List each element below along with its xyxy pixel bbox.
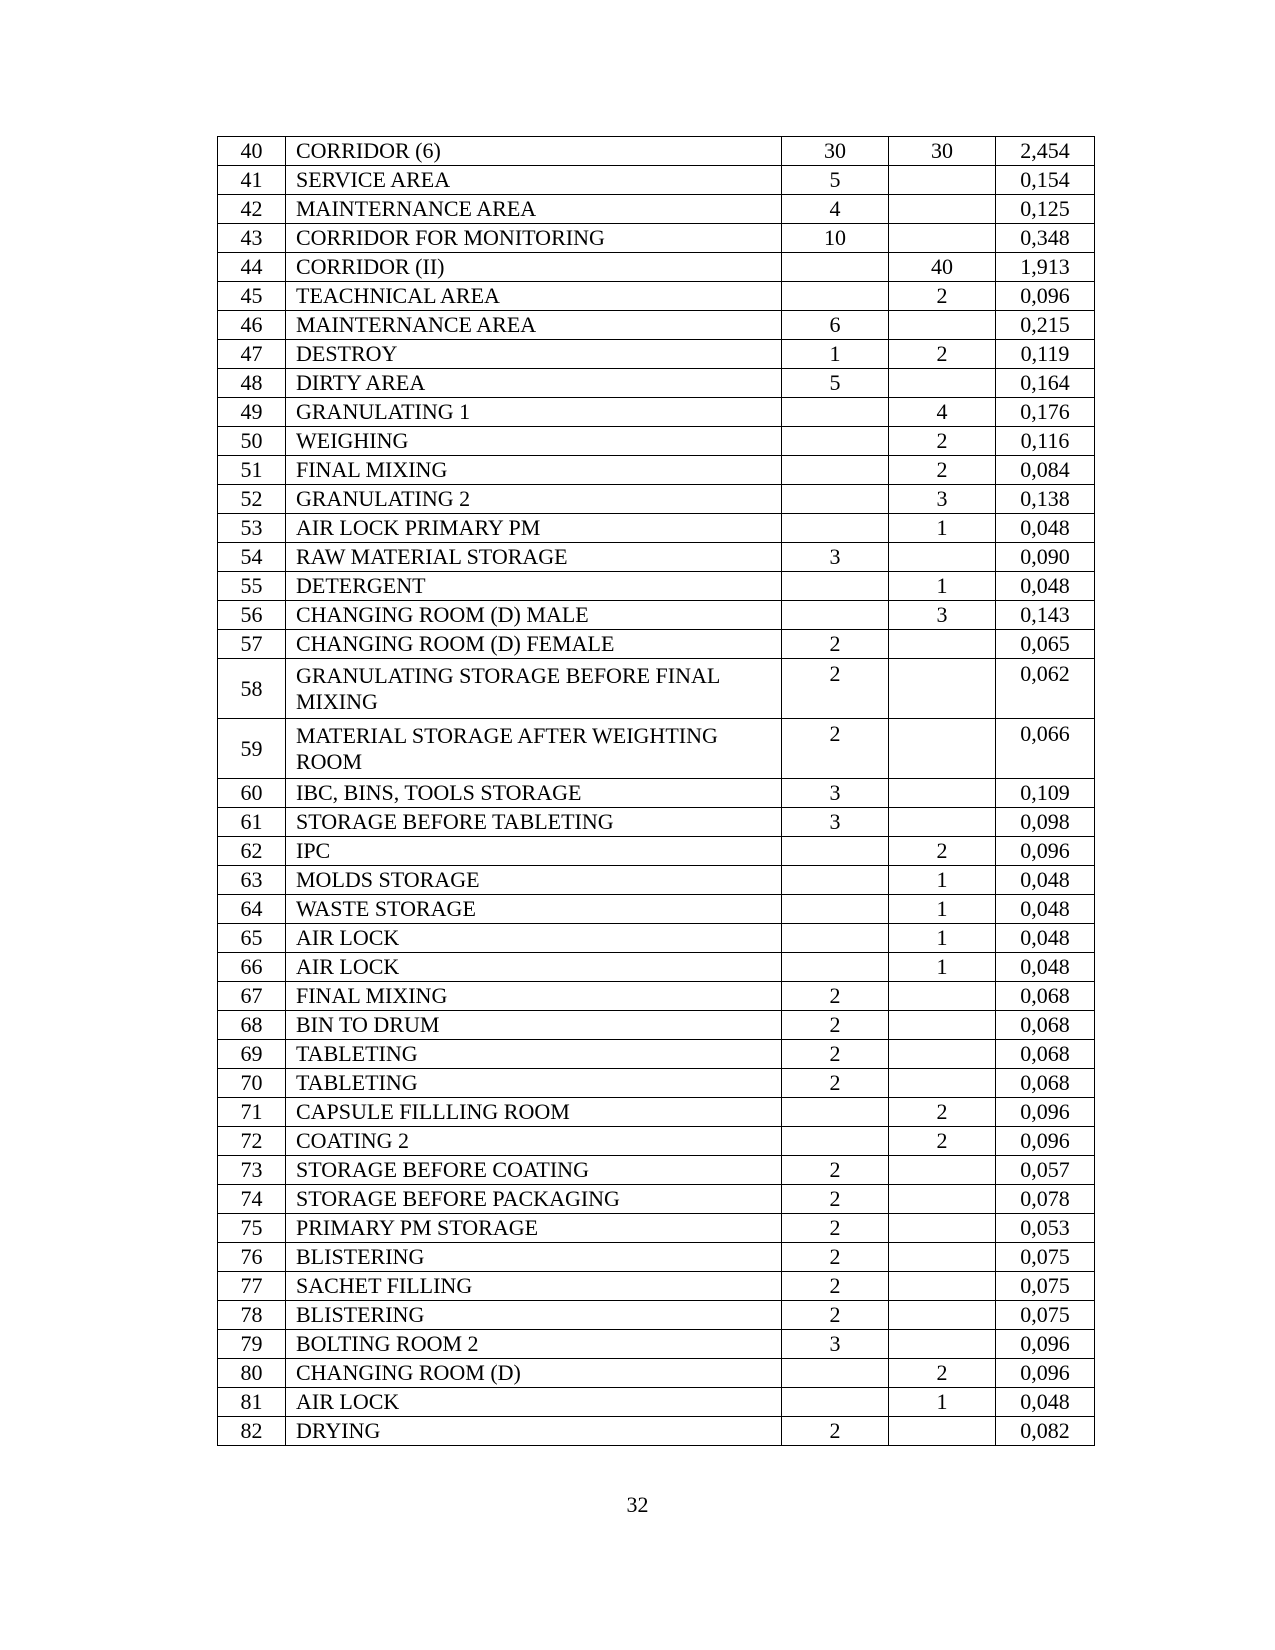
value-a-cell: 10 xyxy=(782,224,889,253)
value-a-cell xyxy=(782,572,889,601)
row-number-cell: 74 xyxy=(218,1185,286,1214)
value-a-cell: 2 xyxy=(782,1272,889,1301)
value-b-cell xyxy=(889,982,996,1011)
value-b-cell xyxy=(889,719,996,779)
value-c-cell: 0,138 xyxy=(996,485,1095,514)
table-row xyxy=(218,659,1095,719)
table-row xyxy=(218,340,1095,369)
value-b-cell: 2 xyxy=(889,456,996,485)
value-c-cell: 0,119 xyxy=(996,340,1095,369)
table-row xyxy=(218,630,1095,659)
room-name-cell: DESTROY xyxy=(286,340,782,369)
row-number-cell: 56 xyxy=(218,601,286,630)
value-c-cell: 0,053 xyxy=(996,1214,1095,1243)
room-name-cell: IBC, BINS, TOOLS STORAGE xyxy=(286,779,782,808)
value-c-cell: 0,109 xyxy=(996,779,1095,808)
table-row xyxy=(218,1214,1095,1243)
row-number-cell: 65 xyxy=(218,924,286,953)
row-number-cell: 47 xyxy=(218,340,286,369)
value-b-cell: 2 xyxy=(889,1127,996,1156)
room-name-cell: MAINTERNANCE AREA xyxy=(286,311,782,340)
value-a-cell: 30 xyxy=(782,137,889,166)
value-b-cell xyxy=(889,1417,996,1446)
value-b-cell xyxy=(889,1040,996,1069)
row-number-cell: 41 xyxy=(218,166,286,195)
value-b-cell xyxy=(889,224,996,253)
value-c-cell: 0,048 xyxy=(996,953,1095,982)
row-number-cell: 66 xyxy=(218,953,286,982)
row-number-cell: 82 xyxy=(218,1417,286,1446)
row-number-cell: 75 xyxy=(218,1214,286,1243)
value-c-cell: 1,913 xyxy=(996,253,1095,282)
table-row xyxy=(218,895,1095,924)
table-row xyxy=(218,1069,1095,1098)
value-c-cell: 0,062 xyxy=(996,659,1095,719)
room-name-cell: PRIMARY PM STORAGE xyxy=(286,1214,782,1243)
value-b-cell xyxy=(889,1011,996,1040)
room-name-cell: WASTE STORAGE xyxy=(286,895,782,924)
row-number-cell: 45 xyxy=(218,282,286,311)
table-row xyxy=(218,924,1095,953)
value-b-cell: 2 xyxy=(889,1098,996,1127)
table-row xyxy=(218,1185,1095,1214)
value-c-cell: 0,125 xyxy=(996,195,1095,224)
value-b-cell xyxy=(889,543,996,572)
table-row xyxy=(218,166,1095,195)
room-name-cell: CHANGING ROOM (D) FEMALE xyxy=(286,630,782,659)
table-row xyxy=(218,1388,1095,1417)
value-b-cell: 2 xyxy=(889,282,996,311)
value-b-cell: 1 xyxy=(889,1388,996,1417)
table-row xyxy=(218,1243,1095,1272)
value-c-cell: 0,176 xyxy=(996,398,1095,427)
value-a-cell xyxy=(782,837,889,866)
value-a-cell: 6 xyxy=(782,311,889,340)
value-c-cell: 0,048 xyxy=(996,895,1095,924)
table-row xyxy=(218,572,1095,601)
value-a-cell: 2 xyxy=(782,659,889,719)
table-row xyxy=(218,719,1095,779)
room-name-cell: MAINTERNANCE AREA xyxy=(286,195,782,224)
value-b-cell xyxy=(889,166,996,195)
row-number-cell: 61 xyxy=(218,808,286,837)
value-c-cell: 0,048 xyxy=(996,866,1095,895)
room-name-cell: BIN TO DRUM xyxy=(286,1011,782,1040)
row-number-cell: 63 xyxy=(218,866,286,895)
table-row xyxy=(218,1417,1095,1446)
row-number-cell: 73 xyxy=(218,1156,286,1185)
value-a-cell xyxy=(782,456,889,485)
value-c-cell: 0,068 xyxy=(996,982,1095,1011)
row-number-cell: 79 xyxy=(218,1330,286,1359)
room-name-cell: TEACHNICAL AREA xyxy=(286,282,782,311)
row-number-cell: 77 xyxy=(218,1272,286,1301)
value-c-cell: 0,096 xyxy=(996,282,1095,311)
table-row xyxy=(218,543,1095,572)
table-row xyxy=(218,253,1095,282)
row-number-cell: 71 xyxy=(218,1098,286,1127)
room-name-cell: IPC xyxy=(286,837,782,866)
row-number-cell: 40 xyxy=(218,137,286,166)
value-a-cell: 2 xyxy=(782,1069,889,1098)
table-row xyxy=(218,137,1095,166)
value-c-cell: 0,143 xyxy=(996,601,1095,630)
table-row xyxy=(218,1011,1095,1040)
room-name-cell: WEIGHING xyxy=(286,427,782,456)
value-a-cell: 2 xyxy=(782,1040,889,1069)
room-name-cell: CAPSULE FILLLING ROOM xyxy=(286,1098,782,1127)
table-row xyxy=(218,514,1095,543)
value-b-cell xyxy=(889,1156,996,1185)
row-number-cell: 46 xyxy=(218,311,286,340)
value-b-cell: 30 xyxy=(889,137,996,166)
value-c-cell: 0,075 xyxy=(996,1243,1095,1272)
value-a-cell xyxy=(782,1098,889,1127)
row-number-cell: 48 xyxy=(218,369,286,398)
value-c-cell: 2,454 xyxy=(996,137,1095,166)
row-number-cell: 62 xyxy=(218,837,286,866)
value-b-cell: 2 xyxy=(889,427,996,456)
value-b-cell xyxy=(889,1272,996,1301)
row-number-cell: 51 xyxy=(218,456,286,485)
room-data-table xyxy=(217,136,1095,1446)
value-c-cell: 0,098 xyxy=(996,808,1095,837)
table-row xyxy=(218,1359,1095,1388)
room-name-cell: CORRIDOR (6) xyxy=(286,137,782,166)
value-c-cell: 0,068 xyxy=(996,1011,1095,1040)
value-a-cell: 2 xyxy=(782,1011,889,1040)
room-name-cell: AIR LOCK xyxy=(286,1388,782,1417)
value-a-cell xyxy=(782,924,889,953)
value-a-cell: 2 xyxy=(782,1214,889,1243)
value-b-cell xyxy=(889,630,996,659)
value-a-cell xyxy=(782,514,889,543)
table-row xyxy=(218,1127,1095,1156)
value-b-cell xyxy=(889,808,996,837)
table-row xyxy=(218,1040,1095,1069)
value-c-cell: 0,068 xyxy=(996,1040,1095,1069)
row-number-cell: 52 xyxy=(218,485,286,514)
room-name-cell: FINAL MIXING xyxy=(286,456,782,485)
row-number-cell: 43 xyxy=(218,224,286,253)
value-c-cell: 0,082 xyxy=(996,1417,1095,1446)
value-a-cell: 4 xyxy=(782,195,889,224)
room-name-cell: DETERGENT xyxy=(286,572,782,601)
value-c-cell: 0,096 xyxy=(996,1330,1095,1359)
table-row xyxy=(218,837,1095,866)
value-c-cell: 0,096 xyxy=(996,1359,1095,1388)
value-c-cell: 0,075 xyxy=(996,1272,1095,1301)
row-number-cell: 59 xyxy=(218,719,286,779)
room-name-cell: CORRIDOR FOR MONITORING xyxy=(286,224,782,253)
value-b-cell: 1 xyxy=(889,895,996,924)
room-name-cell: FINAL MIXING xyxy=(286,982,782,1011)
row-number-cell: 53 xyxy=(218,514,286,543)
row-number-cell: 44 xyxy=(218,253,286,282)
value-a-cell: 2 xyxy=(782,1417,889,1446)
value-c-cell: 0,096 xyxy=(996,837,1095,866)
value-a-cell xyxy=(782,1359,889,1388)
room-name-cell: MOLDS STORAGE xyxy=(286,866,782,895)
room-name-cell: STORAGE BEFORE COATING xyxy=(286,1156,782,1185)
row-number-cell: 69 xyxy=(218,1040,286,1069)
room-name-cell: DIRTY AREA xyxy=(286,369,782,398)
row-number-cell: 58 xyxy=(218,659,286,719)
row-number-cell: 72 xyxy=(218,1127,286,1156)
value-c-cell: 0,048 xyxy=(996,924,1095,953)
table-row xyxy=(218,195,1095,224)
row-number-cell: 68 xyxy=(218,1011,286,1040)
value-a-cell: 1 xyxy=(782,340,889,369)
table-row xyxy=(218,1330,1095,1359)
value-a-cell: 3 xyxy=(782,779,889,808)
value-a-cell xyxy=(782,253,889,282)
room-name-cell: BLISTERING xyxy=(286,1301,782,1330)
table-row xyxy=(218,953,1095,982)
room-name-cell: BOLTING ROOM 2 xyxy=(286,1330,782,1359)
value-c-cell: 0,096 xyxy=(996,1098,1095,1127)
value-c-cell: 0,048 xyxy=(996,572,1095,601)
value-a-cell: 5 xyxy=(782,369,889,398)
room-name-cell: BLISTERING xyxy=(286,1243,782,1272)
value-c-cell: 0,348 xyxy=(996,224,1095,253)
value-b-cell xyxy=(889,1243,996,1272)
value-b-cell: 1 xyxy=(889,572,996,601)
room-name-cell: SACHET FILLING xyxy=(286,1272,782,1301)
table-row xyxy=(218,398,1095,427)
value-b-cell: 4 xyxy=(889,398,996,427)
value-b-cell xyxy=(889,1214,996,1243)
value-c-cell: 0,075 xyxy=(996,1301,1095,1330)
table-row xyxy=(218,601,1095,630)
value-b-cell xyxy=(889,369,996,398)
row-number-cell: 76 xyxy=(218,1243,286,1272)
table-row xyxy=(218,427,1095,456)
room-name-cell: AIR LOCK xyxy=(286,924,782,953)
value-b-cell xyxy=(889,1330,996,1359)
table-row xyxy=(218,1098,1095,1127)
row-number-cell: 70 xyxy=(218,1069,286,1098)
value-c-cell: 0,164 xyxy=(996,369,1095,398)
row-number-cell: 60 xyxy=(218,779,286,808)
value-a-cell: 3 xyxy=(782,1330,889,1359)
row-number-cell: 55 xyxy=(218,572,286,601)
value-a-cell xyxy=(782,866,889,895)
value-a-cell: 2 xyxy=(782,719,889,779)
value-b-cell xyxy=(889,311,996,340)
row-number-cell: 81 xyxy=(218,1388,286,1417)
value-c-cell: 0,215 xyxy=(996,311,1095,340)
table-row xyxy=(218,311,1095,340)
room-name-cell: DRYING xyxy=(286,1417,782,1446)
room-name-cell: TABLETING xyxy=(286,1040,782,1069)
room-name-cell: TABLETING xyxy=(286,1069,782,1098)
value-b-cell: 2 xyxy=(889,837,996,866)
value-a-cell xyxy=(782,1127,889,1156)
value-b-cell xyxy=(889,779,996,808)
room-name-cell: RAW MATERIAL STORAGE xyxy=(286,543,782,572)
page-number: 32 xyxy=(626,1492,649,1517)
room-name-cell: CHANGING ROOM (D) xyxy=(286,1359,782,1388)
value-a-cell xyxy=(782,953,889,982)
value-c-cell: 0,154 xyxy=(996,166,1095,195)
table-row xyxy=(218,1301,1095,1330)
room-table-body xyxy=(218,137,1095,1446)
value-b-cell: 1 xyxy=(889,953,996,982)
value-c-cell: 0,048 xyxy=(996,514,1095,543)
row-number-cell: 57 xyxy=(218,630,286,659)
value-a-cell: 2 xyxy=(782,982,889,1011)
value-b-cell: 3 xyxy=(889,601,996,630)
room-name-cell: STORAGE BEFORE PACKAGING xyxy=(286,1185,782,1214)
table-row xyxy=(218,779,1095,808)
value-b-cell xyxy=(889,195,996,224)
table-row xyxy=(218,456,1095,485)
row-number-cell: 42 xyxy=(218,195,286,224)
value-b-cell: 1 xyxy=(889,924,996,953)
value-c-cell: 0,048 xyxy=(996,1388,1095,1417)
value-b-cell: 40 xyxy=(889,253,996,282)
room-name-cell: GRANULATING 2 xyxy=(286,485,782,514)
room-name-cell: GRANULATING 1 xyxy=(286,398,782,427)
value-b-cell: 2 xyxy=(889,1359,996,1388)
value-b-cell: 3 xyxy=(889,485,996,514)
room-name-cell: SERVICE AREA xyxy=(286,166,782,195)
row-number-cell: 64 xyxy=(218,895,286,924)
value-a-cell xyxy=(782,485,889,514)
table-row xyxy=(218,866,1095,895)
row-number-cell: 67 xyxy=(218,982,286,1011)
value-a-cell: 2 xyxy=(782,1301,889,1330)
value-c-cell: 0,090 xyxy=(996,543,1095,572)
row-number-cell: 80 xyxy=(218,1359,286,1388)
room-name-cell: COATING 2 xyxy=(286,1127,782,1156)
value-a-cell: 2 xyxy=(782,630,889,659)
value-c-cell: 0,096 xyxy=(996,1127,1095,1156)
room-name-cell: CORRIDOR (II) xyxy=(286,253,782,282)
value-a-cell: 2 xyxy=(782,1243,889,1272)
value-a-cell: 2 xyxy=(782,1185,889,1214)
room-name-cell: GRANULATING STORAGE BEFORE FINAL MIXING xyxy=(286,659,782,719)
row-number-cell: 78 xyxy=(218,1301,286,1330)
value-a-cell: 5 xyxy=(782,166,889,195)
room-name-cell: MATERIAL STORAGE AFTER WEIGHTING ROOM xyxy=(286,719,782,779)
value-b-cell xyxy=(889,1069,996,1098)
value-c-cell: 0,065 xyxy=(996,630,1095,659)
value-a-cell xyxy=(782,398,889,427)
row-number-cell: 49 xyxy=(218,398,286,427)
value-b-cell xyxy=(889,1301,996,1330)
value-c-cell: 0,066 xyxy=(996,719,1095,779)
value-a-cell xyxy=(782,601,889,630)
value-a-cell: 2 xyxy=(782,1156,889,1185)
room-name-cell: CHANGING ROOM (D) MALE xyxy=(286,601,782,630)
row-number-cell: 54 xyxy=(218,543,286,572)
value-a-cell xyxy=(782,1388,889,1417)
value-c-cell: 0,116 xyxy=(996,427,1095,456)
value-a-cell: 3 xyxy=(782,543,889,572)
room-name-cell: AIR LOCK xyxy=(286,953,782,982)
room-name-cell: AIR LOCK PRIMARY PM xyxy=(286,514,782,543)
table-row xyxy=(218,1156,1095,1185)
value-a-cell: 3 xyxy=(782,808,889,837)
value-b-cell: 2 xyxy=(889,340,996,369)
table-row xyxy=(218,808,1095,837)
value-b-cell: 1 xyxy=(889,866,996,895)
value-a-cell xyxy=(782,282,889,311)
row-number-cell: 50 xyxy=(218,427,286,456)
table-row xyxy=(218,982,1095,1011)
value-c-cell: 0,068 xyxy=(996,1069,1095,1098)
value-a-cell xyxy=(782,427,889,456)
table-row xyxy=(218,485,1095,514)
table-row xyxy=(218,1272,1095,1301)
value-c-cell: 0,078 xyxy=(996,1185,1095,1214)
value-c-cell: 0,084 xyxy=(996,456,1095,485)
value-a-cell xyxy=(782,895,889,924)
table-row xyxy=(218,282,1095,311)
value-b-cell xyxy=(889,1185,996,1214)
room-name-cell: STORAGE BEFORE TABLETING xyxy=(286,808,782,837)
table-row xyxy=(218,369,1095,398)
table-row xyxy=(218,224,1095,253)
value-b-cell: 1 xyxy=(889,514,996,543)
value-b-cell xyxy=(889,659,996,719)
value-c-cell: 0,057 xyxy=(996,1156,1095,1185)
